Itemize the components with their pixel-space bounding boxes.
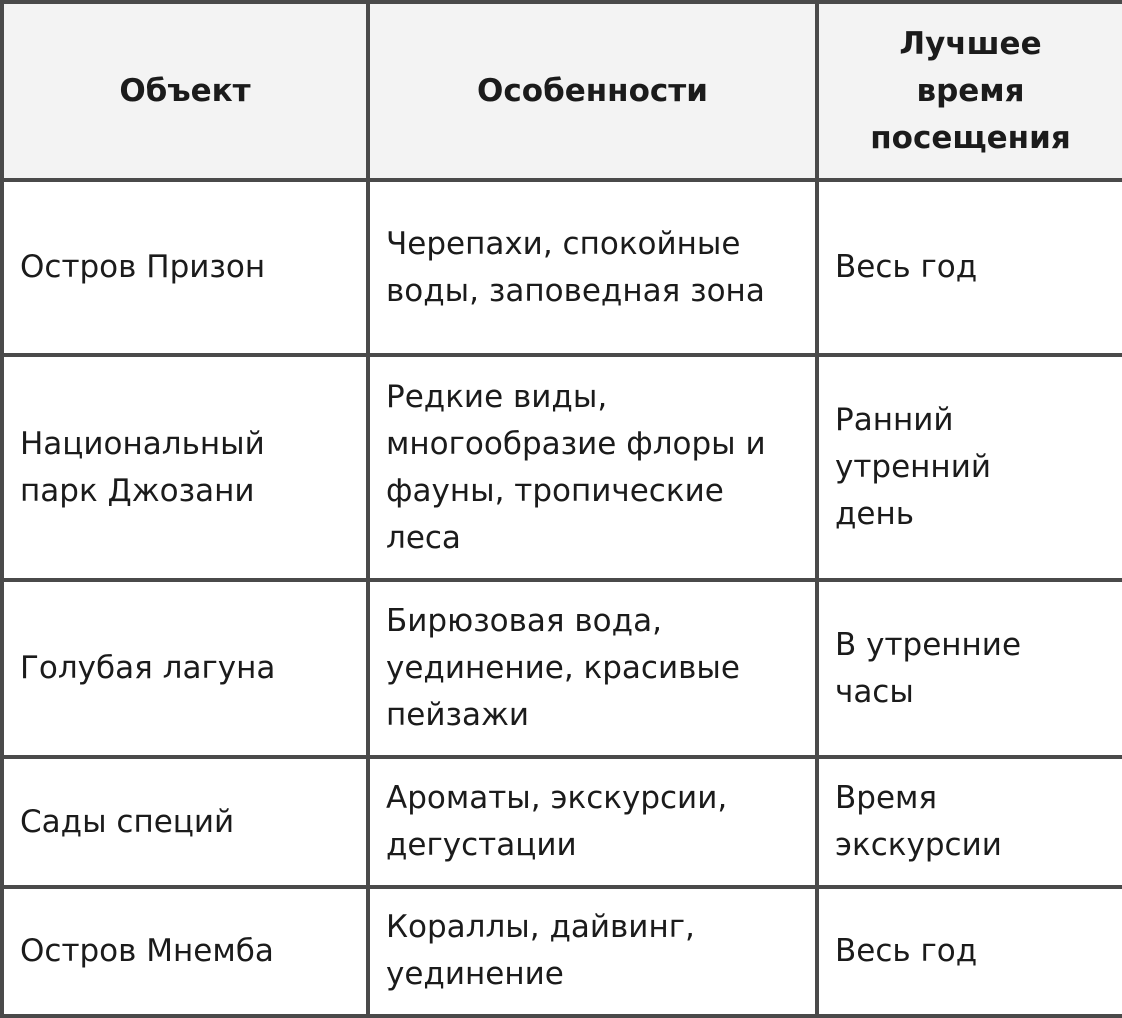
cell-best-time: Весь год: [817, 180, 1122, 355]
cell-best-time: Ранний утренний день: [817, 355, 1122, 580]
table-row: [2, 355, 1122, 580]
cell-features: Редкие виды, многообразие флоры и фауны, тропические леса: [368, 355, 817, 580]
header-features: Особенности: [368, 2, 817, 180]
cell-object: Национальный парк Джозани: [2, 355, 368, 580]
header-best-time: Лучшее время посещения: [817, 2, 1122, 180]
table-row: [2, 580, 1122, 757]
cell-features: Черепахи, спокойные воды, заповедная зона: [368, 180, 817, 355]
table-row: [2, 887, 1122, 1016]
cell-best-time: В утренние часы: [817, 580, 1122, 757]
cell-object: Голубая лагуна: [2, 580, 368, 757]
cell-best-time: Время экскурсии: [817, 757, 1122, 886]
cell-features: Кораллы, дайвинг, уединение: [368, 887, 817, 1016]
cell-best-time: Весь год: [817, 887, 1122, 1016]
table-row: [2, 180, 1122, 355]
cell-object: Остров Призон: [2, 180, 368, 355]
header-object: Объект: [2, 2, 368, 180]
cell-features: Бирюзовая вода, уединение, красивые пейзажи: [368, 580, 817, 757]
cell-object: Сады специй: [2, 757, 368, 886]
table-row: [2, 757, 1122, 886]
table-header-row: [2, 2, 1122, 180]
cell-features: Ароматы, экскурсии, дегустации: [368, 757, 817, 886]
cell-object: Остров Мнемба: [2, 887, 368, 1016]
